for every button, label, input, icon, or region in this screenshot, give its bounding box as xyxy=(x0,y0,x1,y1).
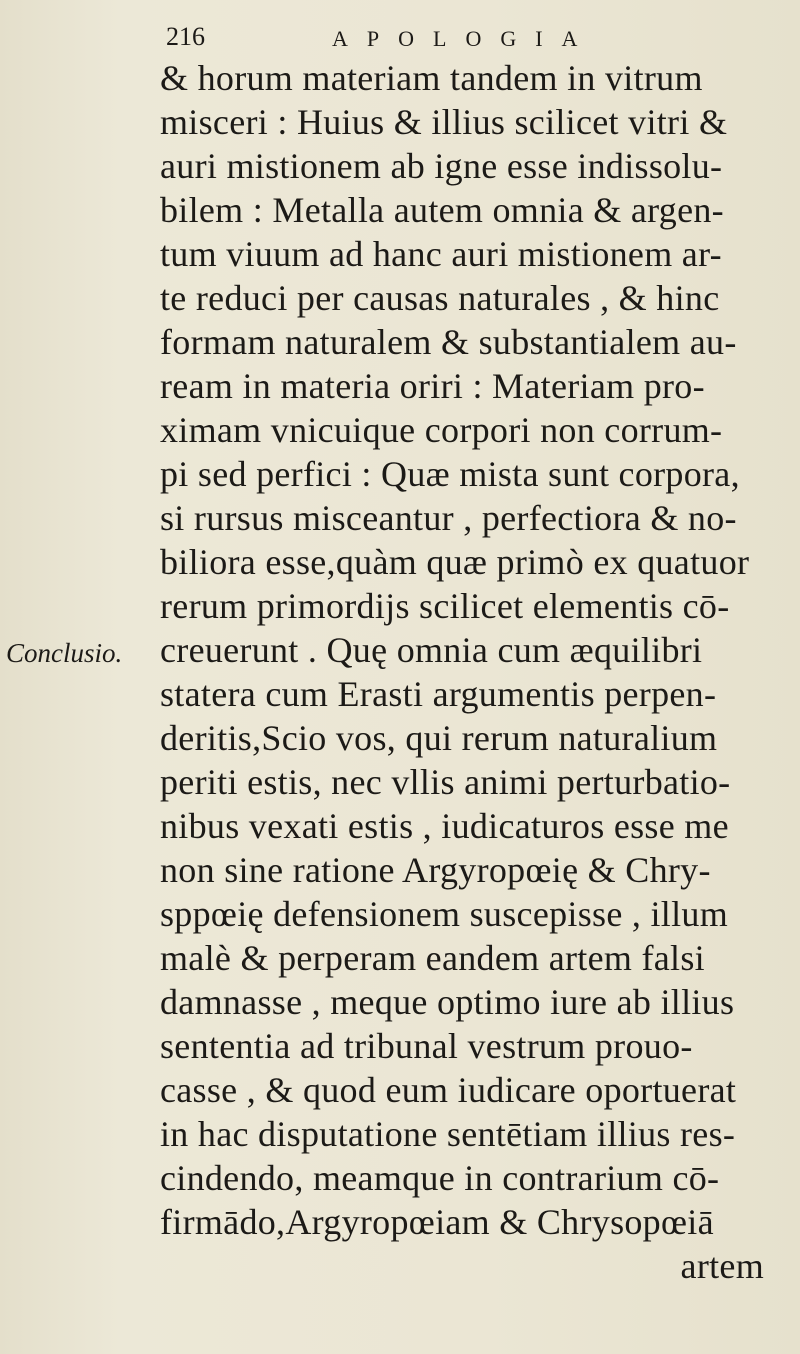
text-line: misceri : Huius & illius scilicet vitri & xyxy=(160,102,728,142)
text-line: damnasse , meque optimo iure ab illius xyxy=(160,982,735,1022)
text-line: non sine ratione Argyropœię & Chry- xyxy=(160,850,711,890)
text-line: auri mistionem ab igne esse indissolu- xyxy=(160,146,723,186)
text-line: formam naturalem & substantialem au- xyxy=(160,322,737,362)
page-number: 216 xyxy=(166,22,205,51)
text-line: si rursus misceantur , perfectiora & no- xyxy=(160,498,737,538)
text-line: sententia ad tribunal vestrum prouo- xyxy=(160,1026,693,1066)
text-line: deritis,Scio vos, qui rerum naturalium xyxy=(160,718,718,758)
text-line: statera cum Erasti argumentis perpen- xyxy=(160,674,717,714)
text-line: in hac disputatione sentētiam illius res- xyxy=(160,1114,736,1154)
text-line: cindendo, meamque in contrarium cō- xyxy=(160,1158,720,1198)
running-head-title: APOLOGIA xyxy=(332,26,597,51)
text-line: rerum primordijs scilicet elementis cō- xyxy=(160,586,730,626)
text-line: creuerunt . Quę omnia cum æquilibri xyxy=(160,630,703,670)
text-line: & horum materiam tandem in vitrum xyxy=(160,58,703,98)
text-line: pi sed perfici : Quæ mista sunt corpora, xyxy=(160,454,740,494)
text-line: ream in materia oriri : Materiam pro- xyxy=(160,366,705,406)
text-line: tum viuum ad hanc auri mistionem ar- xyxy=(160,234,722,274)
text-line: te reduci per causas naturales , & hinc xyxy=(160,278,720,318)
margin-note: Conclusio. xyxy=(6,638,123,668)
body-text xyxy=(160,56,790,1288)
text-line: bilem : Metalla autem omnia & argen- xyxy=(160,190,724,230)
text-line: ximam vnicuique corpori non corrum- xyxy=(160,410,723,450)
text-line: periti estis, nec vllis animi perturbatio- xyxy=(160,762,731,802)
catchword: artem xyxy=(680,1246,764,1286)
text-line: casse , & quod eum iudicare oportuerat xyxy=(160,1070,737,1110)
text-line: biliora esse,quàm quæ primò ex quatuor xyxy=(160,542,750,582)
text-line: firmādo,Argyropœiam & Chrysopœiā xyxy=(160,1202,714,1242)
text-line: malè & perperam eandem artem falsi xyxy=(160,938,705,978)
text-line: sppœię defensionem suscepisse , illum xyxy=(160,894,729,934)
text-line: nibus vexati estis , iudicaturos esse me xyxy=(160,806,729,846)
running-head xyxy=(160,18,790,58)
